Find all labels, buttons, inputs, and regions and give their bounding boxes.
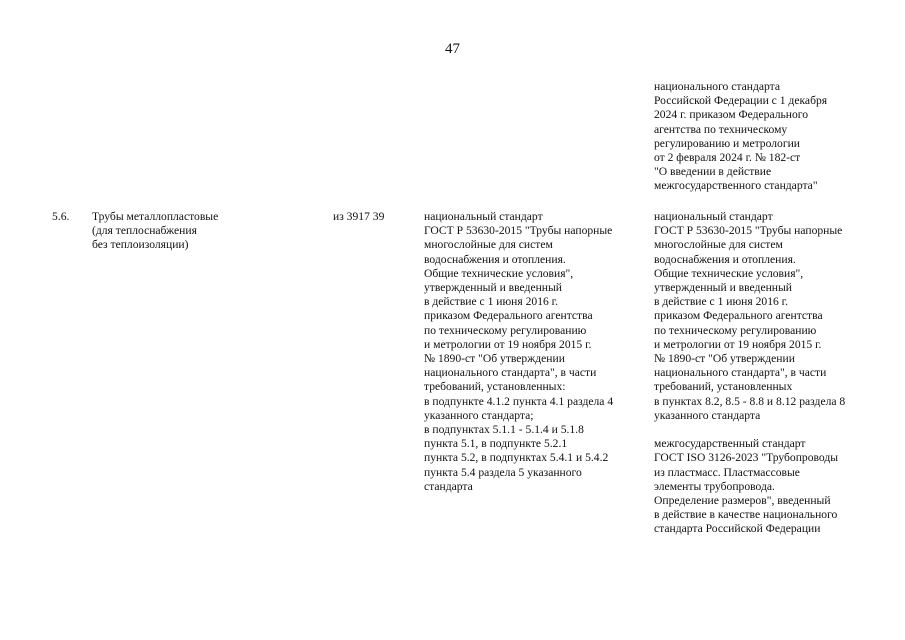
text-line: многослойные для систем [424,238,553,252]
text-line: от 2 февраля 2024 г. № 182-ст [654,151,801,165]
text-line: приказом Федерального агентства [654,309,823,323]
row-number [52,210,69,224]
text-line: элементы трубопровода. [654,479,775,493]
text-line: ГОСТ Р 53630-2015 "Трубы напорные [424,224,613,238]
product-code [333,210,384,224]
text-line: пункта 5.2, в подпунктах 5.4.1 и 5.4.2 [424,451,609,465]
text-line: в подпункте 4.1.2 пункта 4.1 раздела 4 [424,394,614,408]
text-line: по техническому регулированию [654,323,817,337]
text-line: в подпунктах 5.1.1 - 5.1.4 и 5.1.8 [424,423,584,437]
text-line: № 1890-ст "Об утверждении [424,352,565,366]
text-line: Общие технические условия", [424,266,574,280]
text-line: № 1890-ст "Об утверждении [654,352,795,366]
text-line: национальный стандарт [654,210,773,223]
code-text: из 3917 39 [333,210,385,223]
text-line: межгосударственного стандарта" [654,179,818,193]
text-line: Определение размеров", введенный [654,494,831,508]
text-line: Трубы металлопластовые [92,210,219,223]
text-line: и метрологии от 19 ноября 2015 г. [424,337,592,351]
text-line: водоснабжения и отопления. [654,252,796,266]
text-line: пункта 5.4 раздела 5 указанного [424,465,582,479]
text-line: пункта 5.1, в подпункте 5.2.1 [424,437,568,451]
text-line: утвержденный и введенный [424,281,562,295]
product-name [92,210,218,253]
text-line: водоснабжения и отопления. [424,252,566,266]
text-line: межгосударственный стандарт [654,437,806,451]
text-line: национального стандарта", в части [424,366,597,380]
text-line: стандарта Российской Федерации [654,522,821,536]
text-line: требований, установленных: [424,380,566,394]
text-line: в пунктах 8.2, 8.5 - 8.8 и 8.12 раздела 8 [654,394,846,408]
page-number: 47 [445,41,460,57]
text-line: без теплоизоляции) [92,238,189,252]
text-line: ГОСТ Р 53630-2015 "Трубы напорные [654,224,843,238]
text-line: национального стандарта", в части [654,366,827,380]
text-line: указанного стандарта [654,408,761,422]
text-line: из пластмасс. Пластмассовые [654,465,800,479]
text-line: "О введении в действие [654,165,772,179]
text-line: (для теплоснабжения [92,224,197,238]
text-line: и метрологии от 19 ноября 2015 г. [654,337,822,351]
text-line: утвержденный и введенный [654,281,792,295]
text-line: указанного стандарта; [424,408,534,422]
row-number-text: 5.6. [52,210,70,223]
text-line: регулированию и метрологии [654,136,800,150]
standard-column-left [424,210,613,494]
text-line: ГОСТ ISO 3126-2023 "Трубопроводы [654,451,839,465]
text-line: по техническому регулированию [424,323,587,337]
text-line: агентства по техническому [654,122,788,136]
continued-standard-text [654,80,827,194]
text-line: Общие технические условия", [654,266,804,280]
text-line: национального стандарта [654,80,780,93]
text-line: в действие в качестве национального [654,508,838,522]
paragraph-gap [654,423,845,437]
text-line: 2024 г. приказом Федерального [654,108,809,122]
text-line: требований, установленных [654,380,793,394]
text-line: стандарта [424,479,473,493]
text-line: многослойные для систем [654,238,783,252]
text-line: в действие с 1 июня 2016 г. [424,295,559,309]
standard-column-right [654,210,845,537]
text-line: приказом Федерального агентства [424,309,593,323]
text-line: Российской Федерации с 1 декабря [654,94,828,108]
text-line: национальный стандарт [424,210,543,223]
text-line: в действие с 1 июня 2016 г. [654,295,789,309]
